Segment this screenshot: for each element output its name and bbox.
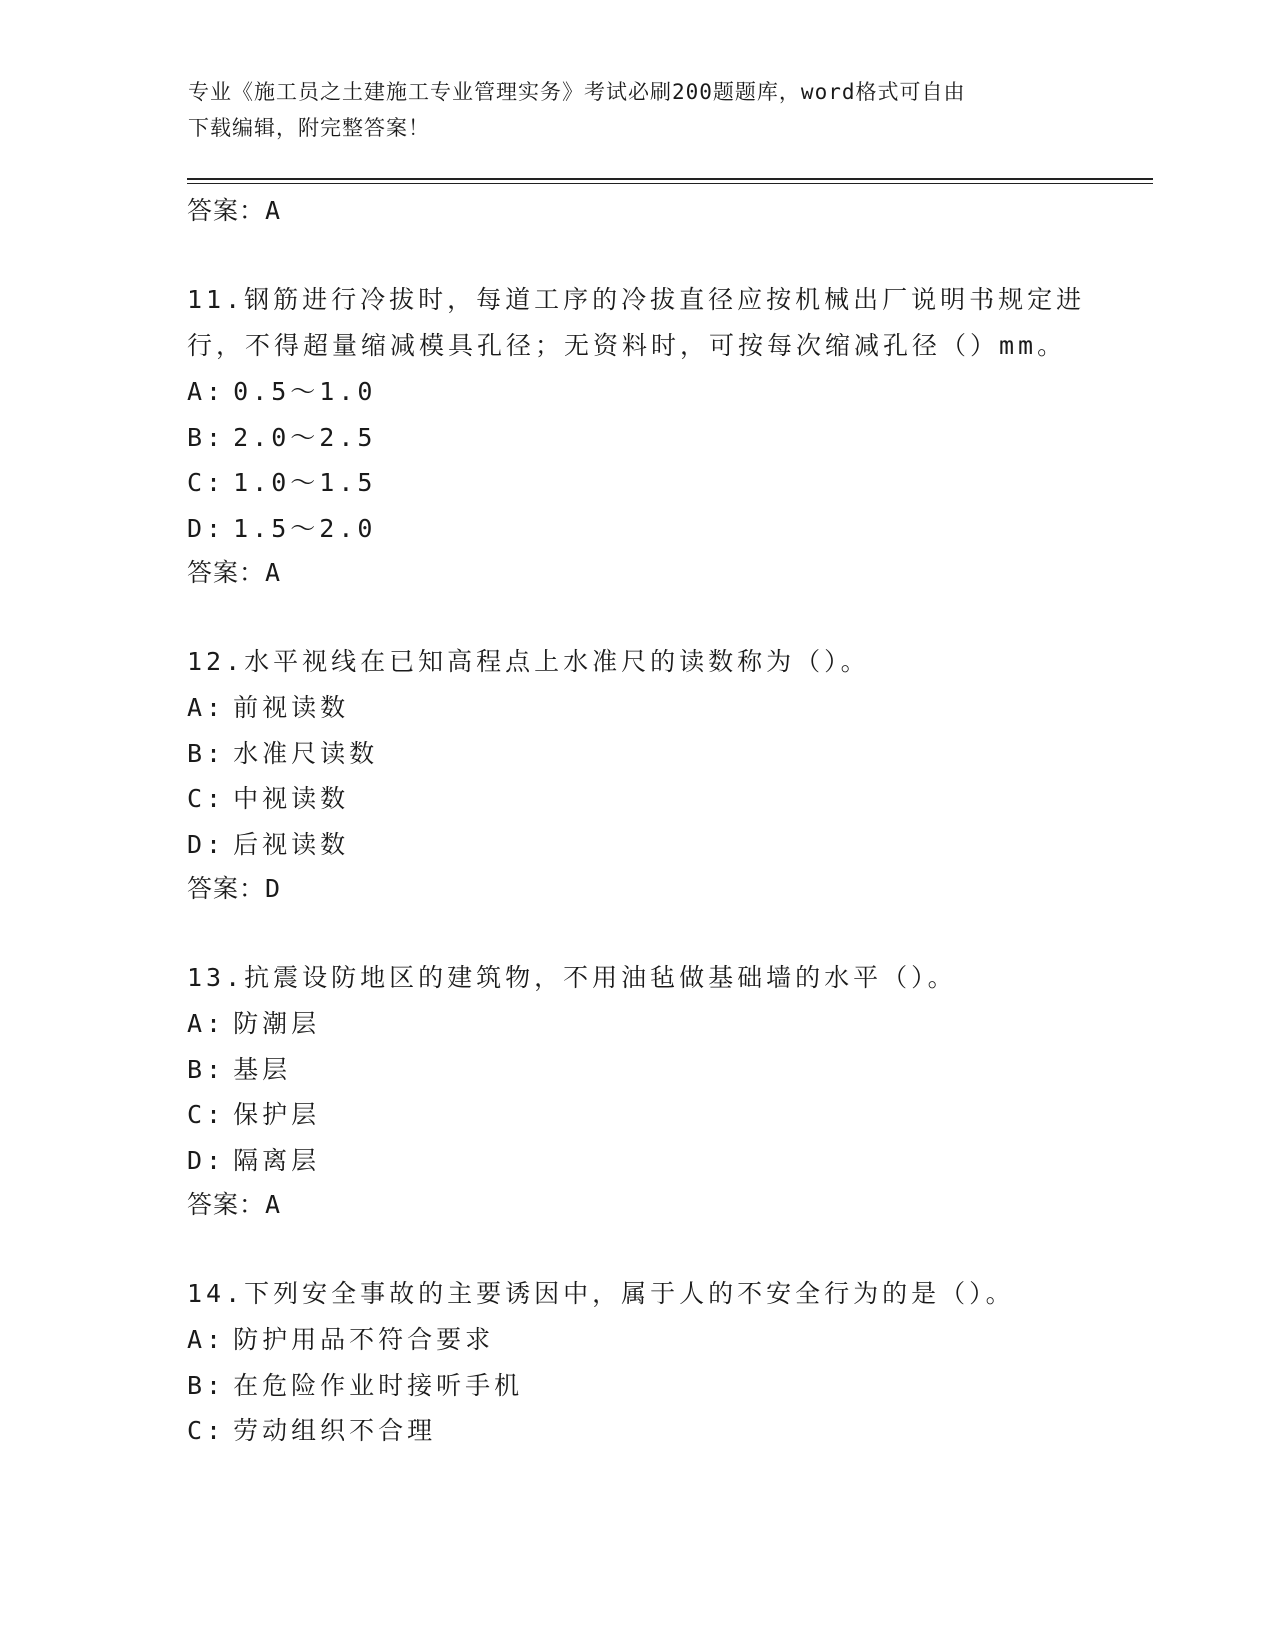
question-stem: [187, 955, 1127, 1001]
question-stem: [187, 639, 1127, 685]
option-b: [187, 731, 1127, 777]
option-d: [187, 1138, 1127, 1184]
option-key: C:: [187, 784, 226, 813]
option-key: D:: [187, 1145, 226, 1175]
option-key: A:: [187, 377, 226, 406]
option-key: A:: [187, 693, 226, 722]
option-text: 2.0～2.5: [233, 422, 377, 452]
option-b: [187, 415, 1127, 461]
question-stem-line: 11.钢筋进行冷拔时，每道工序的冷拔直径应按机械出厂说明书规定进: [187, 285, 1086, 314]
option-c: [187, 460, 1127, 506]
option-key: C:: [187, 1100, 226, 1129]
option-c: [187, 776, 1127, 822]
answer-value: D: [265, 874, 282, 903]
option-text: 保护层: [233, 1100, 321, 1129]
answer-value: A: [265, 558, 282, 587]
answer-label: 答案：: [187, 558, 266, 587]
option-c: [187, 1092, 1127, 1138]
question-item: [187, 639, 1127, 911]
option-d: [187, 506, 1127, 552]
answer-line: [187, 867, 1127, 911]
answer-line: [187, 551, 1127, 595]
header-line-1: 专业《施工员之土建施工专业管理实务》考试必刷200题题库，word格式可自由: [188, 80, 966, 104]
option-text: 水准尺读数: [233, 738, 379, 768]
question-stem-line: 13.抗震设防地区的建筑物，不用油毡做基础墙的水平（）。: [187, 963, 957, 992]
option-text: 隔离层: [233, 1145, 321, 1175]
question-item: [187, 1271, 1127, 1454]
option-c: [187, 1408, 1127, 1454]
answer-line: [187, 189, 1127, 233]
option-key: B:: [187, 422, 226, 452]
option-d: [187, 822, 1127, 868]
answer-line: [187, 1183, 1127, 1227]
option-text: 中视读数: [233, 784, 350, 813]
option-b: [187, 1047, 1127, 1093]
option-key: B:: [187, 1370, 226, 1400]
option-a: [187, 1001, 1127, 1047]
option-key: A:: [187, 1009, 226, 1038]
question-stem-line: 12.水平视线在已知高程点上水准尺的读数称为（）。: [187, 647, 870, 676]
question-stem-line: 14.下列安全事故的主要诱因中，属于人的不安全行为的是（）。: [187, 1279, 1015, 1308]
option-a: [187, 685, 1127, 731]
question-stem-line: 行，不得超量缩减模具孔径；无资料时，可按每次缩减孔径（）mm。: [187, 331, 1067, 360]
question-stem: [187, 277, 1127, 369]
answer-value: A: [265, 1190, 282, 1219]
option-text: 1.5～2.0: [233, 513, 377, 543]
option-key: D:: [187, 513, 226, 543]
option-key: D:: [187, 829, 226, 859]
question-item: [187, 277, 1127, 595]
answer-value: A: [265, 196, 282, 225]
option-a: [187, 1317, 1127, 1363]
question-stem: [187, 1271, 1127, 1317]
option-text: 前视读数: [233, 693, 350, 722]
option-text: 防护用品不符合要求: [233, 1325, 495, 1354]
answer-label: 答案：: [187, 874, 266, 903]
option-text: 在危险作业时接听手机: [233, 1370, 524, 1400]
question-list: [187, 189, 1127, 1454]
header-divider: [187, 178, 1153, 180]
option-key: B:: [187, 1054, 226, 1084]
option-a: [187, 369, 1127, 415]
question-item: [187, 955, 1127, 1227]
option-text: 劳动组织不合理: [233, 1416, 437, 1445]
option-text: 1.0～1.5: [233, 468, 377, 497]
option-text: 0.5～1.0: [233, 377, 377, 406]
answer-label: 答案：: [187, 196, 266, 225]
header-divider-secondary: [187, 183, 1153, 184]
option-text: 防潮层: [233, 1009, 321, 1038]
option-key: C:: [187, 1416, 226, 1445]
header-line-2: 下载编辑，附完整答案！: [188, 116, 430, 140]
option-text: 后视读数: [233, 829, 350, 859]
option-key: C:: [187, 468, 226, 497]
option-key: A:: [187, 1325, 226, 1354]
document-header: [188, 74, 1088, 146]
answer-label: 答案：: [187, 1190, 266, 1219]
option-b: [187, 1363, 1127, 1409]
option-text: 基层: [233, 1054, 292, 1084]
option-key: B:: [187, 738, 226, 768]
